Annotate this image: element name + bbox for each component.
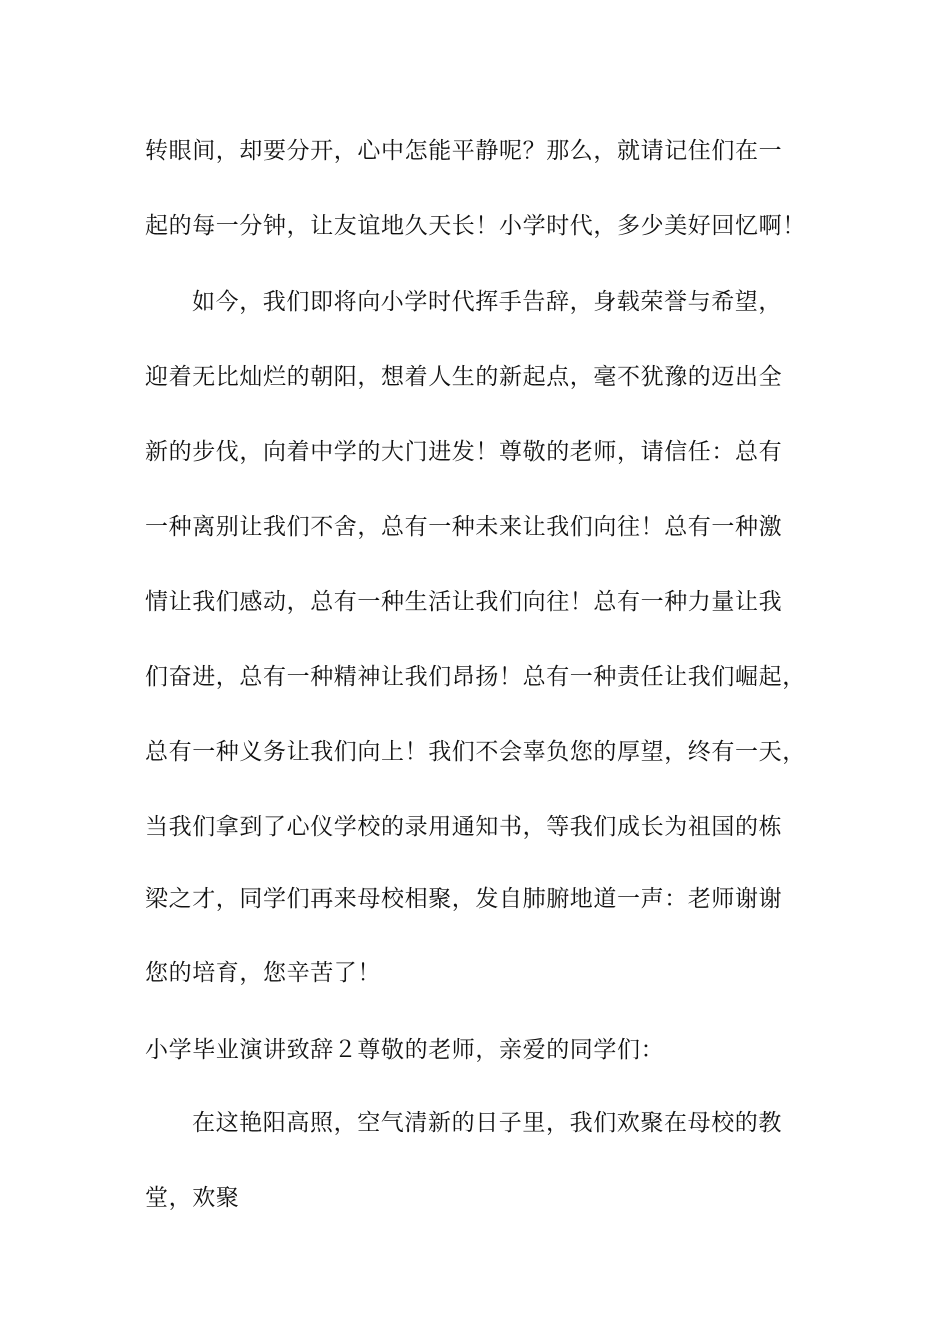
text-line: 当我们拿到了心仪学校的录用通知书，等我们成长为祖国的栋 <box>145 814 783 840</box>
text-line: 一种离别让我们不舍，总有一种未来让我们向往！总有一种激 <box>145 514 783 540</box>
text-line: 情让我们感动，总有一种生活让我们向往！总有一种力量让我 <box>145 589 783 615</box>
text-line: 梁之才，同学们再来母校相聚，发自肺腑地道一声：老师谢谢 <box>145 886 783 912</box>
text-line: 新的步伐，向着中学的大门进发！尊敬的老师，请信任：总有 <box>145 439 783 465</box>
section-heading-line: 小学毕业演讲致辞２尊敬的老师，亲爱的同学们： <box>145 1037 665 1063</box>
text-line: 总有一种义务让我们向上！我们不会辜负您的厚望，终有一天， <box>145 739 806 765</box>
text-line: 们奋进，总有一种精神让我们昂扬！总有一种责任让我们崛起， <box>145 664 806 690</box>
text-line: 您的培育，您辛苦了！ <box>145 960 381 986</box>
text-line: 起的每一分钟，让友谊地久天长！小学时代，多少美好回忆啊！ <box>145 213 806 239</box>
text-line: 转眼间，却要分开，心中怎能平静呢？那么，就请记住们在一 <box>145 138 783 164</box>
paragraph-first-line: 在这艳阳高照，空气清新的日子里，我们欢聚在母校的教 <box>192 1110 782 1136</box>
text-line: 迎着无比灿烂的朝阳，想着人生的新起点，毫不犹豫的迈出全 <box>145 364 783 390</box>
text-line: 堂，欢聚 <box>145 1185 240 1211</box>
paragraph-first-line: 如今，我们即将向小学时代挥手告辞，身载荣誉与希望， <box>192 289 782 315</box>
